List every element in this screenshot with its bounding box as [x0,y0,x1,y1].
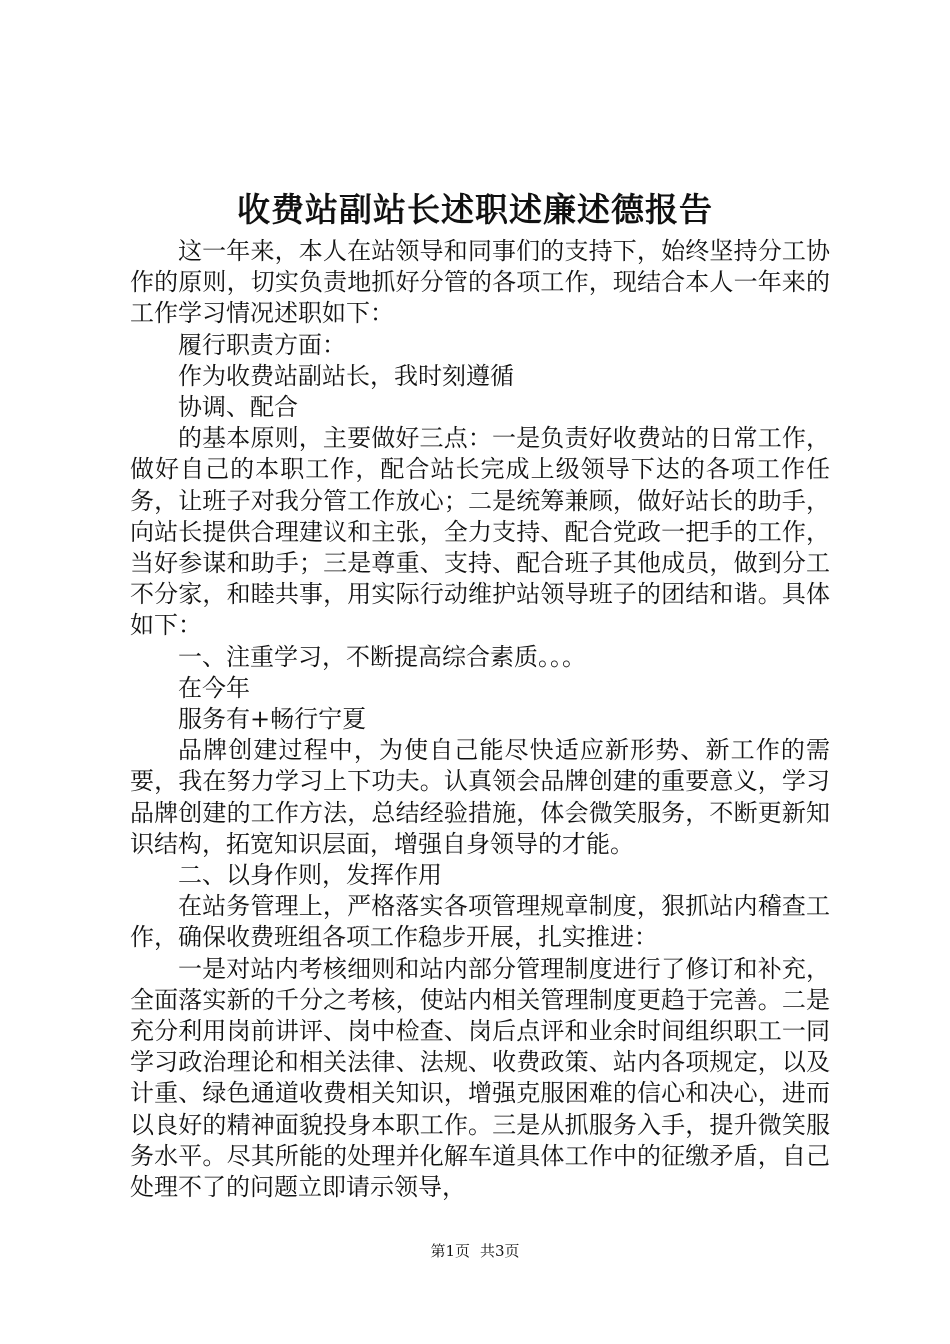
paragraph-measures: 一是对站内考核细则和站内部分管理制度进行了修订和补充，全面落实新的千分之考核，使站内相关管理制度更趋于完善。二是充分利用岗前讲评、岗中检查、岗后点评和业余时间组织职工一同学习政治理论和相关法律、法规、收费政策、站内各项规定，以及计重、绿色通道收费相关知识，增强克服困难的信心和决心，进而以良好的精神面貌投身本职工作。三是从抓服务入手，提升微笑服务水平。尽其所能的处理并化解车道具体工作中的征缴矛盾，自己处理不了的问题立即请示领导， [130,954,830,1202]
paragraph-role: 作为收费站副站长，我时刻遵循 [178,361,514,390]
paragraph-brand-name: 服务有+畅行宁夏 [178,705,367,734]
section-heading-example: 二、以身作则，发挥作用 [178,861,442,890]
document-body [130,236,830,1203]
paragraph-this-year: 在今年 [178,673,250,702]
page-number: 第1页 [430,1242,470,1260]
paragraph-intro: 这一年来，本人在站领导和同事们的支持下，始终坚持分工协作的原则，切实负责地抓好分管的各项工作，现结合本人一年来的工作学习情况述职如下： [130,237,830,328]
page-total: 共3页 [480,1242,520,1260]
paragraph-brand-building: 品牌创建过程中，为使自己能尽快适应新形势、新工作的需要，我在努力学习上下功夫。认真领会品牌创建的重要意义，学习品牌创建的工作方法，总结经验措施，体会微笑服务，不断更新知识结构，拓宽知识层面，增强自身领导的才能。 [130,736,830,858]
document-title: 收费站副站长述职述廉述德报告 [237,190,713,229]
paragraph-principles: 的基本原则，主要做好三点：一是负责好收费站的日常工作，做好自己的本职工作，配合站长完成上级领导下达的各项工作任务，让班子对我分管工作放心；二是统筹兼顾，做好站长的助手，向站长提供合理建议和主张，全力支持、配合党政一把手的工作，当好参谋和助手；三是尊重、支持、配合班子其他成员，做到分工不分家，和睦共事，用实际行动维护站领导班子的团结和谐。具体如下： [130,424,830,640]
paragraph-coordinate: 协调、配合 [178,393,298,422]
paragraph-management: 在站务管理上，严格落实各项管理规章制度，狠抓站内稽查工作，确保收费班组各项工作稳步开展，扎实推进： [130,892,830,952]
page-footer [0,1241,950,1261]
paragraph-duties-heading: 履行职责方面： [178,330,346,359]
section-heading-study: 一、注重学习，不断提高综合素质。。。 [178,642,586,671]
